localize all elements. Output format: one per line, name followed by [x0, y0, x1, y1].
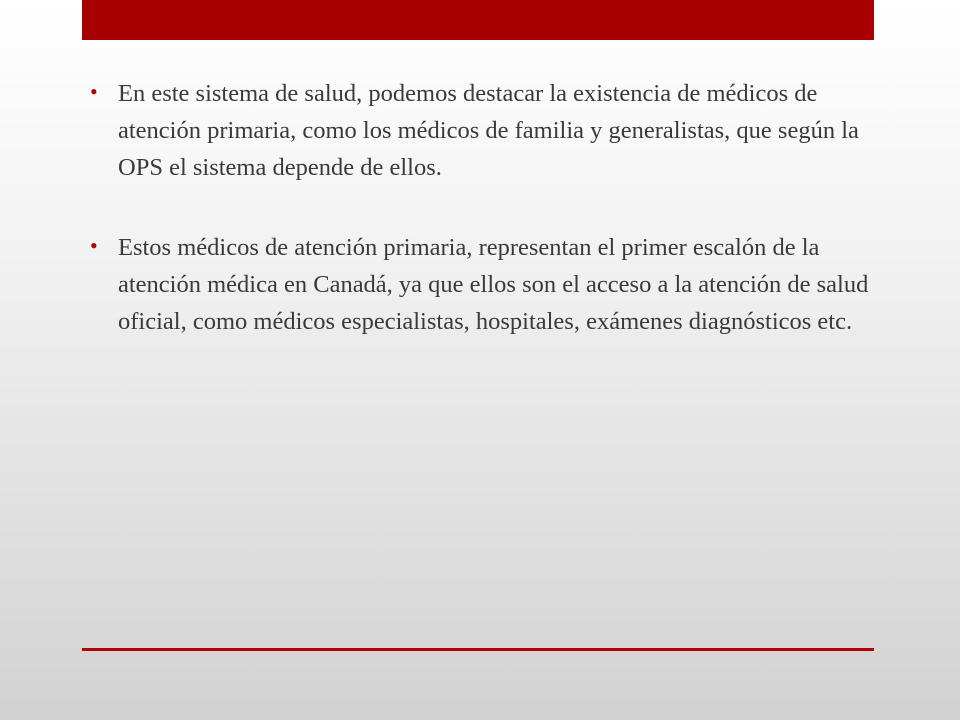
bullet-text-2: Estos médicos de atención primaria, representan el primer escalón de la atención médica en Canadá, ya que ellos son el acceso a la atención de salud oficial, como médicos especialistas, hospitales, exámenes diagnósticos etc. [118, 234, 869, 335]
top-accent-bar [82, 0, 874, 40]
bullet-list [88, 76, 878, 341]
bullet-item-1 [88, 76, 878, 186]
bullet-dot-icon: • [90, 79, 98, 104]
bullet-dot-icon: • [90, 233, 98, 259]
bullet-item-2 [88, 230, 878, 340]
bullet-text-1: En este sistema de salud, podemos destacar la existencia de médicos de atención primaria, como los médicos de familia y generalistas, que según la OPS el sistema depende de ellos. [118, 80, 859, 181]
slide-content [88, 76, 878, 385]
bottom-divider-line [82, 648, 874, 651]
